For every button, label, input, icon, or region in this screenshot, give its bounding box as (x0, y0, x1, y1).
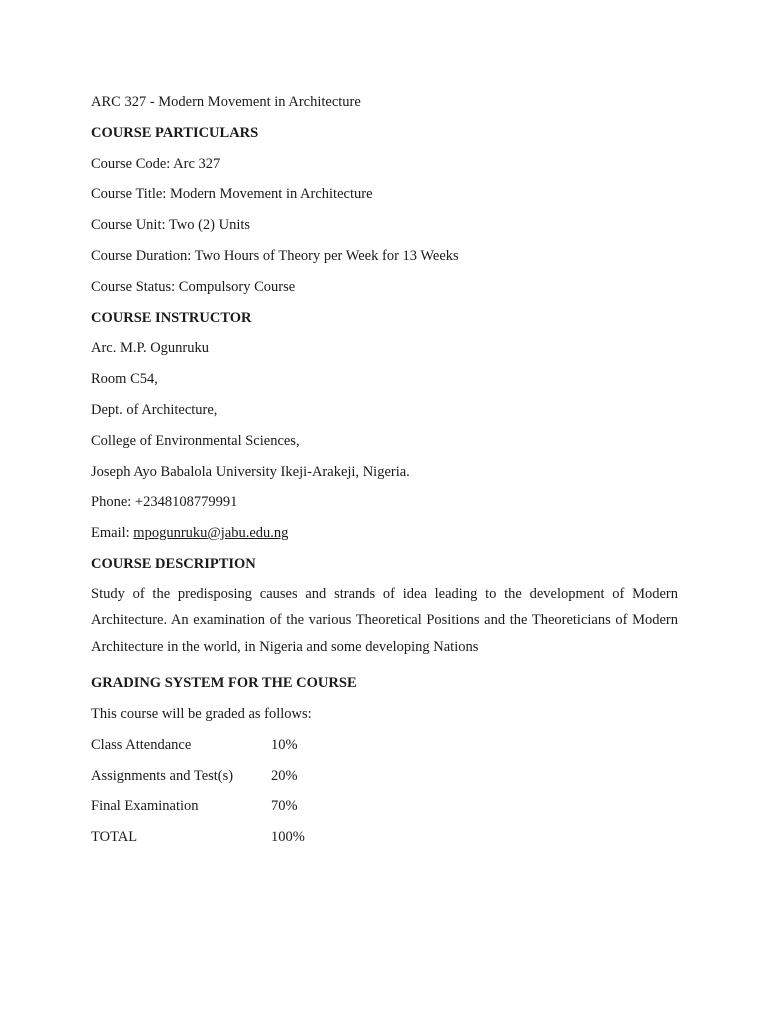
instructor-heading: COURSE INSTRUCTOR (91, 309, 252, 326)
particulars-heading: COURSE PARTICULARS (91, 124, 259, 141)
description-heading: COURSE DESCRIPTION (91, 555, 256, 572)
instructor-university: Joseph Ayo Babalola University Ikeji-Arakeji, Nigeria. (91, 463, 410, 480)
instructor-dept: Dept. of Architecture, (91, 401, 218, 418)
email-label: Email: (91, 525, 134, 542)
instructor-college: College of Environmental Sciences, (91, 432, 300, 449)
document-page (91, 92, 678, 858)
course-title: Course Title: Modern Movement in Architecture (91, 186, 373, 203)
grade-label: Assignments and Test(s) (91, 767, 234, 784)
course-duration: Course Duration: Two Hours of Theory per Week for 13 Weeks (91, 247, 459, 264)
grade-row (91, 827, 678, 858)
grading-intro: This course will be graded as follows: (91, 706, 312, 723)
document-title: ARC 327 - Modern Movement in Architecture (91, 94, 361, 110)
grade-value: 100% (271, 829, 305, 846)
grade-value: 10% (271, 736, 298, 753)
grade-row (91, 796, 678, 827)
grade-value: 70% (271, 798, 298, 815)
instructor-phone: Phone: +2348108779991 (91, 494, 238, 511)
course-status: Course Status: Compulsory Course (91, 278, 296, 295)
grade-label: Final Examination (91, 798, 199, 815)
instructor-name: Arc. M.P. Ogunruku (91, 340, 210, 357)
email-link[interactable]: mpogunruku@jabu.edu.ng (133, 525, 289, 542)
instructor-email-line (91, 523, 678, 554)
grading-heading: GRADING SYSTEM FOR THE COURSE (91, 675, 357, 692)
grade-label: TOTAL (91, 829, 138, 846)
grade-row (91, 766, 678, 797)
grade-row (91, 735, 678, 766)
course-code: Course Code: Arc 327 (91, 155, 221, 172)
instructor-room: Room C54, (91, 371, 158, 388)
course-unit: Course Unit: Two (2) Units (91, 217, 251, 234)
description-text: Study of the predisposing causes and strands of idea leading to the development of Modern Architecture. An examination of the various Theoretical Positions and the Theoreticians of Modern Architecture in the world, in Nigeria and some developing Nations (91, 585, 678, 655)
grade-label: Class Attendance (91, 736, 192, 753)
grade-value: 20% (271, 767, 298, 784)
